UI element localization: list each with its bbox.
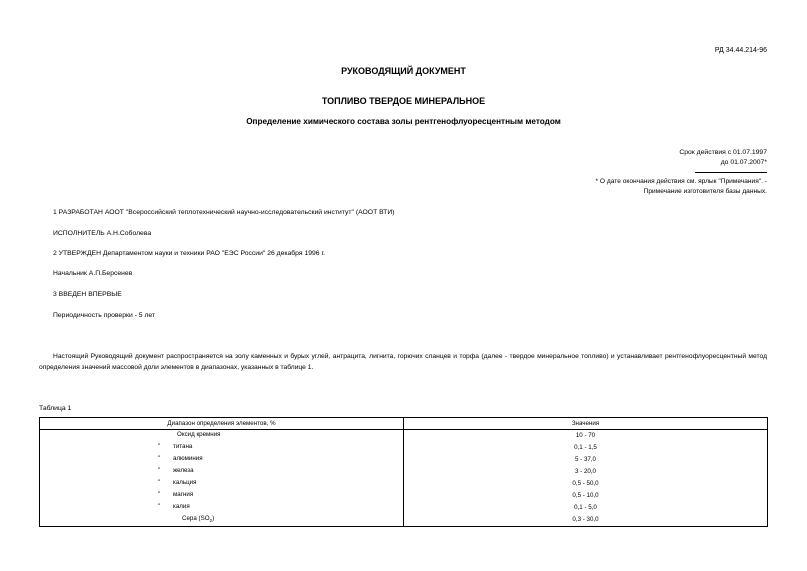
ditto-mark: ": [158, 442, 161, 450]
periodicity-paragraph: Периодичность проверки - 5 лет: [53, 312, 156, 319]
element-name-cell: [40, 442, 404, 454]
subscript: 2: [209, 517, 213, 523]
validity-to: до 01.07.2007*: [720, 158, 767, 166]
element-name-cell: [40, 478, 404, 490]
element-name: [173, 467, 194, 474]
approved-paragraph: 2 УТВЕРЖДЕН Департаментом науки и техники РАО "ЕЭС России" 26 декабря 1996 г.: [53, 250, 326, 257]
value-cell: 0,1 - 5,0: [404, 502, 768, 514]
value-cell: 0,5 - 50,0: [404, 478, 768, 490]
table-row: [40, 502, 768, 514]
validity-divider: [695, 172, 767, 173]
ditto-mark: ": [158, 502, 161, 510]
element-name-text: магния: [173, 490, 194, 498]
element-name: [173, 503, 190, 510]
table-row: [40, 478, 768, 490]
table-row: [40, 490, 768, 502]
table-row: [40, 514, 768, 527]
ditto-mark: ": [158, 454, 161, 462]
element-name-text: железа: [173, 466, 194, 474]
element-name: [173, 455, 203, 462]
value-cell: 5 - 37,0: [404, 454, 768, 466]
db-note-line-2: Примечание изготовителя базы данных.: [643, 188, 767, 195]
element-name-text: Оксид кремния: [177, 430, 221, 438]
element-name: [173, 491, 193, 498]
element-name: [177, 431, 221, 438]
element-name-cell: [40, 429, 404, 442]
element-name-text: титана: [173, 442, 193, 450]
document-subtitle: Определение химического состава золы рентгенофлуоресцентным методом: [246, 117, 561, 126]
value-cell: 0,1 - 1,5: [404, 442, 768, 454]
table-header-row: [40, 418, 768, 430]
ditto-mark: ": [158, 478, 161, 486]
document-title: ТОПЛИВО ТВЕРДОЕ МИНЕРАЛЬНОЕ: [321, 96, 486, 106]
validity-block: [679, 148, 767, 167]
value-cell: 0,3 - 30,0: [404, 514, 768, 527]
document-number: РД 34.44.214-96: [714, 47, 767, 54]
elements-table: [39, 417, 768, 527]
table-body: [40, 429, 768, 526]
db-note: [596, 177, 767, 197]
column-header-values: Значения: [404, 418, 768, 430]
value-cell: 10 - 70: [404, 429, 768, 442]
introduced-paragraph: 3 ВВЕДЕН ВПЕРВЫЕ: [53, 291, 122, 298]
table-row: [40, 454, 768, 466]
element-name: [173, 443, 192, 450]
element-name: [173, 479, 196, 486]
element-name-cell: [40, 454, 404, 466]
document-heading: РУКОВОДЯЩИЙ ДОКУМЕНТ: [341, 66, 466, 76]
value-cell: 3 - 20,0: [404, 466, 768, 478]
element-name-cell: [40, 466, 404, 478]
table-row: [40, 466, 768, 478]
table-row: [40, 429, 768, 442]
element-name-text: кальция: [173, 478, 197, 486]
element-name-text: алюминия: [173, 454, 203, 462]
table-caption: Таблица 1: [39, 405, 72, 412]
element-name: [182, 515, 214, 523]
developed-paragraph: 1 РАЗРАБОТАН АООТ "Всероссийский теплотехнический научно-исследовательский институт" (АООТ ВТИ): [53, 209, 395, 216]
element-name-text: Сера (SO: [182, 514, 210, 522]
scope-paragraph: Настоящий Руководящий документ распространяется на золу каменных и бурых углей, антрацита, лигнита, горючих сланцев и торфа (далее - твердое минеральное топливо) и устанавливает рентгенофлуоресцентный метод определения значений массовой доли элементов в диапазонах, указанных в таблице 1.: [39, 353, 767, 371]
value-cell: 0,5 - 10,0: [404, 490, 768, 502]
table-row: [40, 442, 768, 454]
db-note-line-1: * О дате окончания действия см. ярлык "Примечания". -: [595, 178, 767, 185]
column-header-range: Диапазон определения элементов, %: [40, 418, 404, 430]
element-name-cell: [40, 490, 404, 502]
ditto-mark: ": [158, 466, 161, 474]
chief-paragraph: Начальник А.П.Берсенев: [53, 270, 133, 277]
element-name-end: ): [212, 514, 215, 522]
element-name-cell: [40, 514, 404, 527]
validity-from: Срок действия с 01.07.1997: [679, 149, 767, 156]
element-name-text: калия: [173, 502, 190, 510]
ditto-mark: ": [158, 490, 161, 498]
element-name-cell: [40, 502, 404, 514]
executor-paragraph: ИСПОЛНИТЕЛЬ А.Н.Соболева: [53, 230, 152, 237]
